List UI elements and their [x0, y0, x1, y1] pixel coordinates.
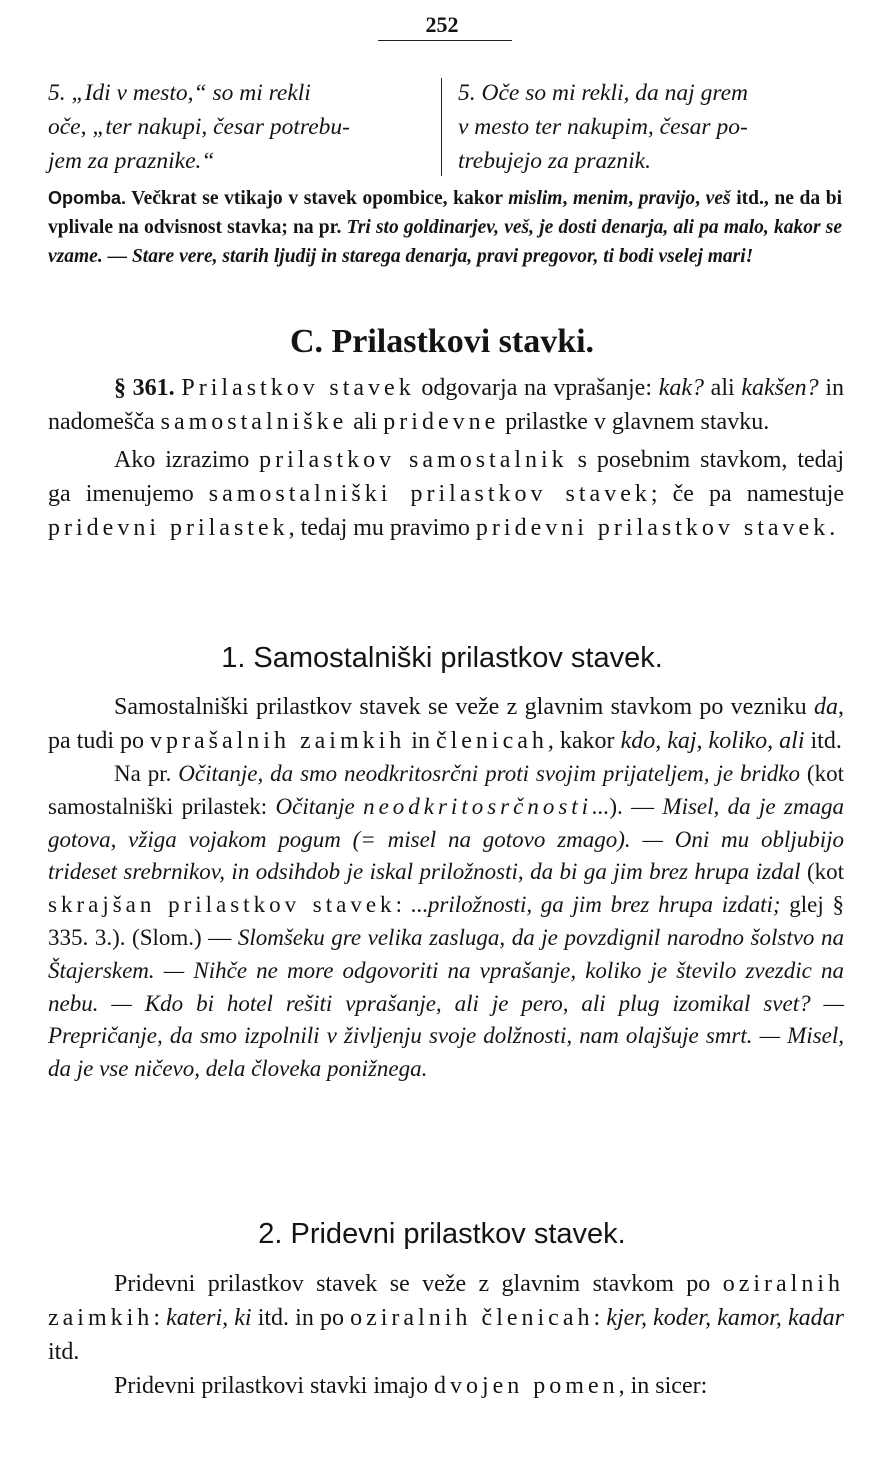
text: kdo, kaj, koliko, ali: [620, 728, 805, 754]
text: .: [829, 515, 836, 541]
note-text: Večkrat se vtikajo v stavek opombice, kakor: [126, 188, 509, 209]
text: samostalniški prilastkov stavek: [208, 481, 651, 507]
column-divider: [441, 78, 442, 176]
text: Ako izrazimo: [114, 447, 260, 473]
sub2-paragraph-1: [48, 1267, 844, 1369]
text: ali: [347, 409, 384, 435]
text: neodkritosrčnosti: [363, 793, 593, 819]
note-text: itd., ne da bi vplivale na odvisnost stavka; na pr.: [48, 188, 843, 238]
right-line-2: v mesto ter nakupim, česar po-: [458, 114, 748, 140]
text: , in sicer:: [618, 1373, 708, 1399]
text: priložnosti, ga jim brez hrupa izdati;: [427, 892, 781, 918]
text: kak?: [658, 375, 704, 401]
text: in: [405, 728, 436, 754]
text: členicah: [435, 728, 548, 754]
text: pridevne: [383, 409, 500, 435]
text: oziralnih zaimkih: [48, 1271, 844, 1331]
left-line-1: 5. „Idi v mesto,“ so mi rekli: [48, 80, 311, 106]
left-line-2: oče, „ter nakupi, česar potrebu-: [48, 114, 350, 140]
text: prilastke v glavnem stavku.: [499, 409, 770, 435]
text: Samostalniški prilastkov stavek se veže z glavnim stavkom po vezniku: [114, 694, 814, 720]
text: kakšen?: [741, 375, 819, 401]
text: oziralnih členicah: [350, 1305, 594, 1331]
subsection-1-title: 1. Samostalniški prilastkov stavek.: [221, 642, 663, 674]
text: , pa tudi po: [48, 694, 844, 754]
note-text: menim: [573, 188, 629, 209]
text: ...: [592, 793, 610, 819]
note-text: ,: [628, 188, 639, 209]
sub1-paragraph-1: [48, 690, 844, 758]
paragraph-361: [48, 371, 844, 439]
note-text: veš: [705, 188, 731, 209]
text: , kakor: [547, 728, 621, 754]
text: ; če pa namestuje: [650, 481, 844, 507]
text: :: [593, 1305, 607, 1331]
sub2-paragraph-2: [48, 1369, 844, 1403]
text: s posebnim stavkom, tedaj ga imenujemo: [48, 447, 844, 507]
section-number: § 361.: [114, 375, 175, 401]
text: da: [814, 694, 838, 720]
text: :: [153, 1305, 167, 1331]
text: skrajšan prilastkov stavek: [48, 892, 396, 918]
sub1-paragraph-2: [48, 758, 844, 1086]
note-text: ,: [562, 188, 573, 209]
note-text: ,: [695, 188, 706, 209]
section-body: [48, 371, 844, 545]
page-number: 252: [425, 12, 459, 37]
text: ). —: [609, 793, 663, 819]
text: itd.: [48, 1339, 80, 1365]
text: Na pr.: [114, 761, 179, 786]
text: Prilastkov stavek: [181, 375, 415, 401]
section-title: C. Prilastkovi stavki.: [289, 323, 595, 360]
subsection-2-title: 2. Pridevni prilastkov stavek.: [258, 1218, 626, 1250]
note-text: mislim: [508, 188, 563, 209]
note-text: Tri sto goldinarjev, veš, je dosti denarja, ali pa malo, kakor se vzame. — Stare vere, starih ljudij in starega denarja, pravi pregovor, ti bodi vselej mari!: [48, 217, 842, 267]
right-line-3: trebujejo za praznik.: [458, 148, 651, 174]
text: ali: [704, 375, 742, 401]
right-line-1: 5. Oče so mi rekli, da naj grem: [458, 80, 748, 106]
example-right-column: [458, 76, 846, 178]
left-line-3: jem za praznike.“: [48, 148, 215, 174]
subsection-2-body: [48, 1267, 844, 1403]
text: Pridevni prilastkovi stavki imajo: [114, 1373, 434, 1399]
example-left-column: [48, 76, 431, 178]
text: kjer, koder, kamor, kadar: [606, 1305, 845, 1331]
subsection-1-body: [48, 690, 844, 1086]
paragraph-ako: [48, 443, 844, 545]
note-paragraph: [48, 184, 842, 271]
text: (kot samostalniški prilastek:: [48, 761, 844, 819]
note-label: Opomba.: [48, 188, 127, 208]
text: glej § 335. 3.). (Slom.) —: [48, 892, 844, 950]
text: Misel, da je zmaga gotova, vžiga vojakom pogum (= misel na gotovo zmago). — Oni mu obljubijo trideset srebrnikov, in odsihdob je iskal priložnosti, da bi ga jim brez hrupa izdal: [48, 793, 844, 885]
text: pridevni prilastkov stavek: [475, 515, 830, 541]
note-text: pravijo: [638, 188, 696, 209]
text: (kot: [800, 859, 844, 885]
text: Očitanje, da smo neodkritosrčni proti svojim prijateljem, je bridko: [178, 761, 801, 786]
text: itd. in po: [251, 1305, 351, 1331]
text: odgovarja na vprašanje:: [414, 375, 659, 401]
text: vprašalnih zaimkih: [150, 728, 406, 754]
text: Očitanje: [275, 793, 364, 819]
text: in nadomešča: [48, 375, 845, 435]
text: itd.: [804, 728, 842, 754]
text: kateri, ki: [166, 1305, 252, 1331]
text: : ...: [395, 892, 428, 918]
text: pridevni prilastek: [48, 515, 289, 541]
text: Slomšeku gre velika zasluga, da je povzdignil narodno šolstvo na Štajerskem. — Nihče ne more odgovoriti na vprašanje, koliko je število zvezdic na nebu. — Kdo bi hotel rešiti vprašanje, ali je pero, ali plug izomikal svet? — Prepričanje, da smo izpolnili v življenju svoje dolžnosti, nam olajšuje smrt. — Misel, da je vse ničevo, dela človeka ponižnega.: [48, 924, 844, 1082]
text: , tedaj mu pravimo: [288, 515, 476, 541]
text: Pridevni prilastkov stavek se veže z glavnim stavkom po: [114, 1271, 723, 1297]
header-rule: [378, 40, 512, 41]
text: prilastkov samostalnik: [259, 447, 568, 473]
text: dvojen pomen: [433, 1373, 619, 1399]
text: samostalniške: [160, 409, 348, 435]
